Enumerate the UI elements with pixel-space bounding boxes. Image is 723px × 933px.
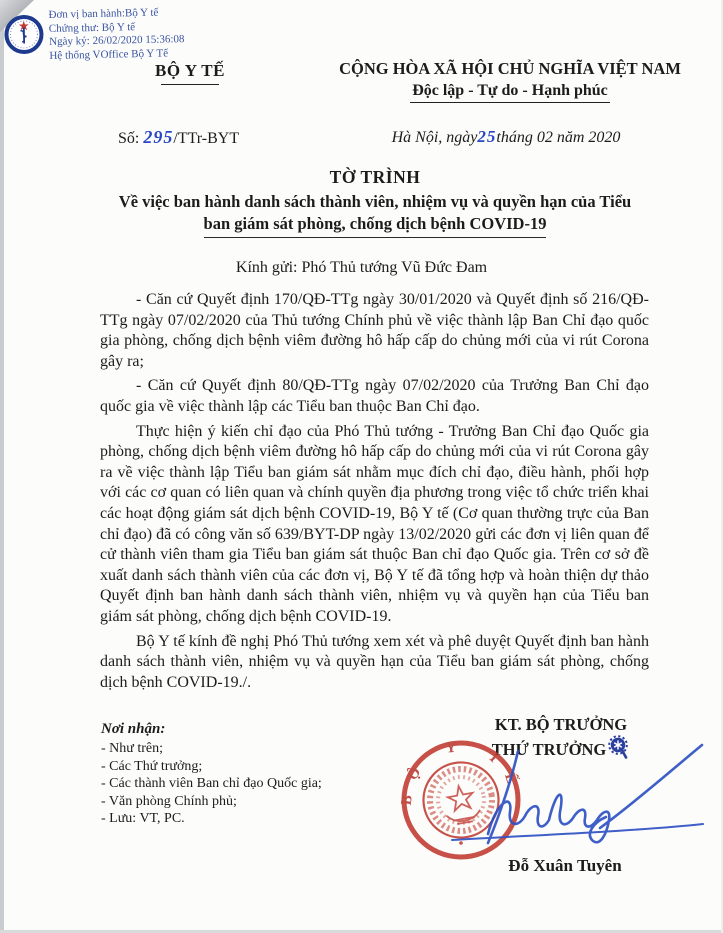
issuing-org-name: BỘ Y TẾ xyxy=(155,61,225,80)
signer-title: THỨ TRƯỞNG xyxy=(491,739,607,759)
republic-title: CỘNG HÒA XÃ HỘI CHỦ NGHĨA VIỆT NAM xyxy=(339,59,681,78)
recipients-block xyxy=(101,721,322,828)
number-label: Số: xyxy=(118,130,140,147)
stamp-line-certificate: Chứng thư: Bộ Y tế xyxy=(48,20,136,35)
issuing-org-block xyxy=(90,61,290,85)
number-suffix: /TTr-BYT xyxy=(173,130,240,147)
document-type: TỜ TRÌNH xyxy=(329,167,421,187)
place-and-date xyxy=(360,127,652,147)
paragraph-request: Bộ Y tế kính đề nghị Phó Thủ tướng xem xét và phê duyệt Quyết định ban hành danh sách thành viên, nhiệm vụ và quyền hạn của Tiểu ban giám sát phòng, chống dịch bệnh COVID-19./. xyxy=(100,632,649,691)
stamp-line-signdate: Ngày ký: 26/02/2020 15:36:08 xyxy=(49,33,185,48)
signer-name: Đỗ Xuân Tuyên xyxy=(508,856,622,875)
recipient-item: - Lưu: VT, PC. xyxy=(101,811,185,827)
salutation-line: Kính gửi: Phó Thủ tướng Vũ Đức Đam xyxy=(235,259,488,276)
paragraph-basis-1: - Căn cứ Quyết định 170/QĐ-TTg ngày 30/01/2020 và Quyết định số 216/QĐ-TTg ngày 07/02/2020 của Thủ tướng Chính phủ về việc thành lập Ban Chỉ đạo quốc gia phòng, chống dịch bệnh viêm đường hô hấp cấp do chủng mới của vi rút Corona gây ra; xyxy=(100,291,649,370)
recipient-item: - Các Thứ trưởng; xyxy=(101,758,203,774)
stamp-line-issuer: Đơn vị ban hành:Bộ Y tế xyxy=(48,6,159,21)
handwritten-signature xyxy=(438,736,710,861)
subject-line-2: ban giám sát phòng, chống dịch bệnh COVID-19 xyxy=(204,213,547,238)
document-title-block xyxy=(60,167,690,238)
signing-authority: KT. BỘ TRƯỞNG xyxy=(494,715,628,734)
recipient-item: - Như trên; xyxy=(101,741,164,756)
national-motto: Độc lập - Tự do - Hạnh phúc xyxy=(410,81,610,103)
recipient-item: - Các thành viên Ban chỉ đạo Quốc gia; xyxy=(101,776,322,792)
paragraph-main: Thực hiện ý kiến chỉ đạo của Phó Thủ tướng - Trưởng Ban Chỉ đạo Quốc gia phòng, chống dịch bệnh viêm đường hô hấp cấp do chủng mới của vi rút Corona gây ra về việc thành lập Tiểu ban giám sát nhằm mục đích chỉ đạo, điều hành, phối hợp với các cơ quan có liên quan và chính quyền địa phương trong việc tổ chức triển khai các hoạt động giám sát dịch bệnh COVID-19, Bộ Y tế (Cơ quan thường trực của Ban chỉ đạo) đã có công văn số 639/BYT-DP ngày 13/02/2020 gửi các đơn vị liên quan để cử thành viên tham gia Tiểu ban giám sát thuộc Ban chỉ đạo Quốc gia. Trên cơ sở đề xuất danh sách thành viên của các đơn vị, Bộ Y tế đã tổng hợp và hoàn thiện dự thảo Quyết định ban hành danh sách thành viên, nhiệm vụ và quyền hạn của Tiểu ban giám sát phòng, chống dịch bệnh COVID-19. xyxy=(100,422,649,625)
digital-signature-stamp xyxy=(3,6,184,64)
seal-org-text: BỘ Y TẾ xyxy=(400,739,522,807)
national-header-block xyxy=(315,59,705,103)
paragraph-basis-2: - Căn cứ Quyết định 80/QĐ-TTg ngày 07/02/2020 của Trưởng Ban Chỉ đạo quốc gia về việc thành lập các Tiểu ban thuộc Ban Chỉ đạo. xyxy=(100,377,649,415)
date-prefix: Hà Nội, ngày xyxy=(391,129,478,146)
org-underline-rule xyxy=(161,84,219,85)
document-number xyxy=(118,127,239,148)
recipient-item: - Văn phòng Chính phủ; xyxy=(101,793,237,809)
document-body xyxy=(100,290,649,697)
scan-edge-left xyxy=(0,0,4,933)
stamp-line-system: Hệ thống VOffice Bộ Y Tế xyxy=(49,46,169,62)
ministry-of-health-logo-icon xyxy=(4,14,45,60)
date-suffix: tháng 02 năm 2020 xyxy=(496,129,621,146)
subject-line-1: Về việc ban hành danh sách thành viên, nhiệm vụ và quyền hạn của Tiểu xyxy=(118,192,632,211)
stamp-text-lines xyxy=(48,6,184,63)
recipients-label: Nơi nhận: xyxy=(101,721,166,737)
day-handwritten: 25 xyxy=(477,127,497,146)
number-handwritten: 295 xyxy=(143,127,174,147)
